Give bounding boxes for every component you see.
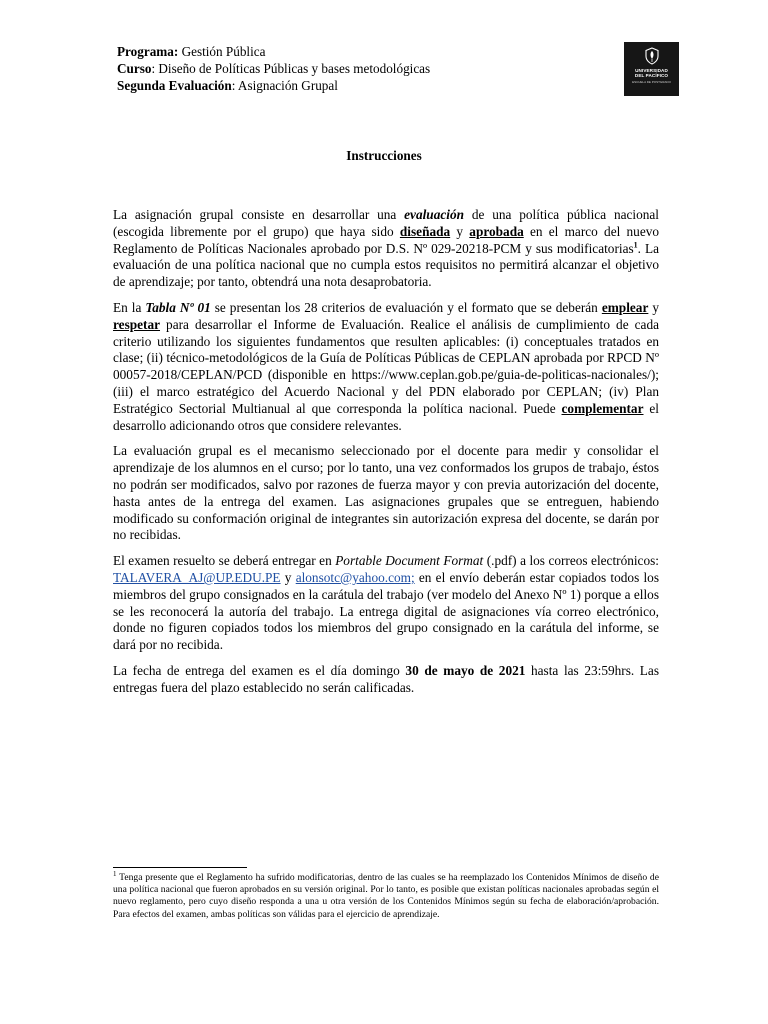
p2-respetar: respetar: [113, 316, 161, 332]
p1-text-5: . La evaluación de una política nacional que no cumpla estos requisitos no permitirá alcanzar el objetivo de aprendizaje; por tanto, obtendrá una nota desaprobatoria.: [113, 240, 659, 290]
footnote-separator: [113, 867, 247, 868]
evaluacion-label: Segunda Evaluación: [117, 78, 232, 93]
p4-text-1: El examen resuelto se deberá entregar en: [113, 553, 336, 569]
p2-text-2: se presentan los 28 criterios de evaluación y el formato que se deberán: [210, 299, 602, 315]
paragraph-5: [113, 663, 659, 697]
programa-value: Gestión Pública: [178, 44, 266, 59]
university-logo: [624, 42, 679, 96]
footnote-text: Tenga presente que el Reglamento ha sufrido modificatorias, dentro de las cuales se ha reemplazado los Contenidos Mínimos de diseño de una política nacional que fueron aprobados en su versión original. Por lo tanto, es posible que existan políticas nacionales aprobadas según el nuevo reglamento, pero cuyo diseño responda a una u otra versión de los Contenidos Mínimos según su fecha de elaboración/aprobación. Para efectos del examen, ambas políticas son válidas para el ejercicio de aprendizaje.: [113, 872, 659, 920]
email-link-alonsotc[interactable]: alonsotc@yahoo.com;: [295, 569, 415, 585]
p5-deadline: 30 de mayo de 2021: [405, 662, 526, 678]
p2-text-5: el desarrollo adicionando otros que considere relevantes.: [113, 400, 659, 433]
curso-label: Curso: [117, 61, 152, 76]
header-curso: [117, 60, 430, 77]
p4-text-3: y: [280, 569, 296, 585]
curso-value: : Diseño de Políticas Públicas y bases metodológicas: [151, 61, 431, 76]
paragraph-2: [113, 300, 659, 434]
p1-text-4: en el marco del nuevo Reglamento de Políticas Nacionales aprobado por D.S. Nº 029-20218-PCM y sus modificatorias: [113, 223, 660, 256]
footnote: [113, 869, 659, 921]
email-link-talavera[interactable]: TALAVERA_AJ@UP.EDU.PE: [113, 569, 281, 585]
p4-pdf-term: Portable Document Format: [335, 553, 484, 569]
document-header: [117, 43, 430, 94]
p5-text-2: hasta las 23:59hrs. Las entregas fuera del plazo establecido no serán calificadas.: [113, 662, 660, 695]
p1-disenada: diseñada: [399, 223, 451, 239]
p2-text-1: En la: [113, 299, 146, 315]
page-title: Instrucciones: [346, 148, 422, 163]
logo-line-2: DEL PACÍFICO: [634, 73, 669, 79]
evaluacion-value: : Asignación Grupal: [231, 78, 338, 93]
paragraph-3: La evaluación grupal es el mecanismo seleccionado por el docente para medir y consolidar el aprendizaje de los alumnos en el curso; por lo tanto, una vez conformados los grupos de trabajo, éstos no podrán ser modificados, salvo por razones de fuerza mayor y con previa autorización del docente, hasta antes de la entrega del examen. Las asignaciones grupales que se entreguen, habiendo modificado su conformación original de integrantes sin autorización expresa del docente, se darán por no recibidas.: [113, 443, 659, 543]
instructions-body: [113, 207, 659, 706]
footnote-number: 1: [113, 869, 117, 878]
p5-text-1: La fecha de entrega del examen es el día domingo: [113, 662, 406, 678]
logo-line-3: ESCUELA DE POSTGRADO: [632, 79, 671, 84]
paragraph-4: [113, 553, 659, 654]
footnote-ref-1: 1: [633, 240, 638, 250]
logo-line-1: UNIVERSIDAD: [635, 68, 668, 73]
p1-aprobada: aprobada: [469, 223, 524, 239]
programa-label: Programa:: [117, 44, 179, 59]
p2-emplear: emplear: [601, 299, 649, 315]
p2-text-3: y: [648, 299, 659, 315]
p1-text-1: La asignación grupal consiste en desarrollar una: [113, 207, 405, 222]
header-programa: [117, 43, 430, 60]
p1-text-3: y: [450, 223, 470, 239]
p4-text-4: en el envío deberán estar copiados todos los miembros del grupo consignados en la carátula del trabajo (ver modelo del Anexo Nº 1) porque a ellos se les reconocerá la autoría del trabajo. La entrega digital de asignaciones vía correo electrónico, donde no figuren copiados todos los miembros del grupo consignado en la carátula del informe, se dará por no recibida.: [113, 569, 660, 653]
p1-text-2: de una política pública nacional (escogida libremente por el grupo) que haya sido: [113, 207, 659, 239]
p2-tabla: Tabla Nº 01: [145, 299, 211, 315]
university-crest-icon: [644, 47, 660, 65]
p4-text-2: (.pdf) a los correos electrónicos:: [483, 553, 659, 569]
header-evaluacion: [117, 77, 430, 94]
p2-text-4: para desarrollar el Informe de Evaluación. Realice el análisis de cumplimiento de cada criterio utilizando los siguientes fundamentos que resulten aplicables: (i) conceptuales tratados en clase; (ii) técnico-metodológicos de la Guía de Políticas Públicas de CEPLAN aprobada por RPCD Nº 00057-2018/CEPLAN/PCD (disponible en https://www.ceplan.gob.pe/guia-de-politicas-nacionales/); (iii) el marco estratégico del Acuerdo Nacional y del PDN elaborado por CEPLAN; (iv) Plan Estratégico Sectorial Multianual al que corresponda la política nacional. Puede: [113, 316, 659, 416]
p2-complementar: complementar: [561, 400, 644, 416]
paragraph-1: [113, 207, 659, 291]
p1-evaluacion: evaluación: [404, 207, 464, 222]
